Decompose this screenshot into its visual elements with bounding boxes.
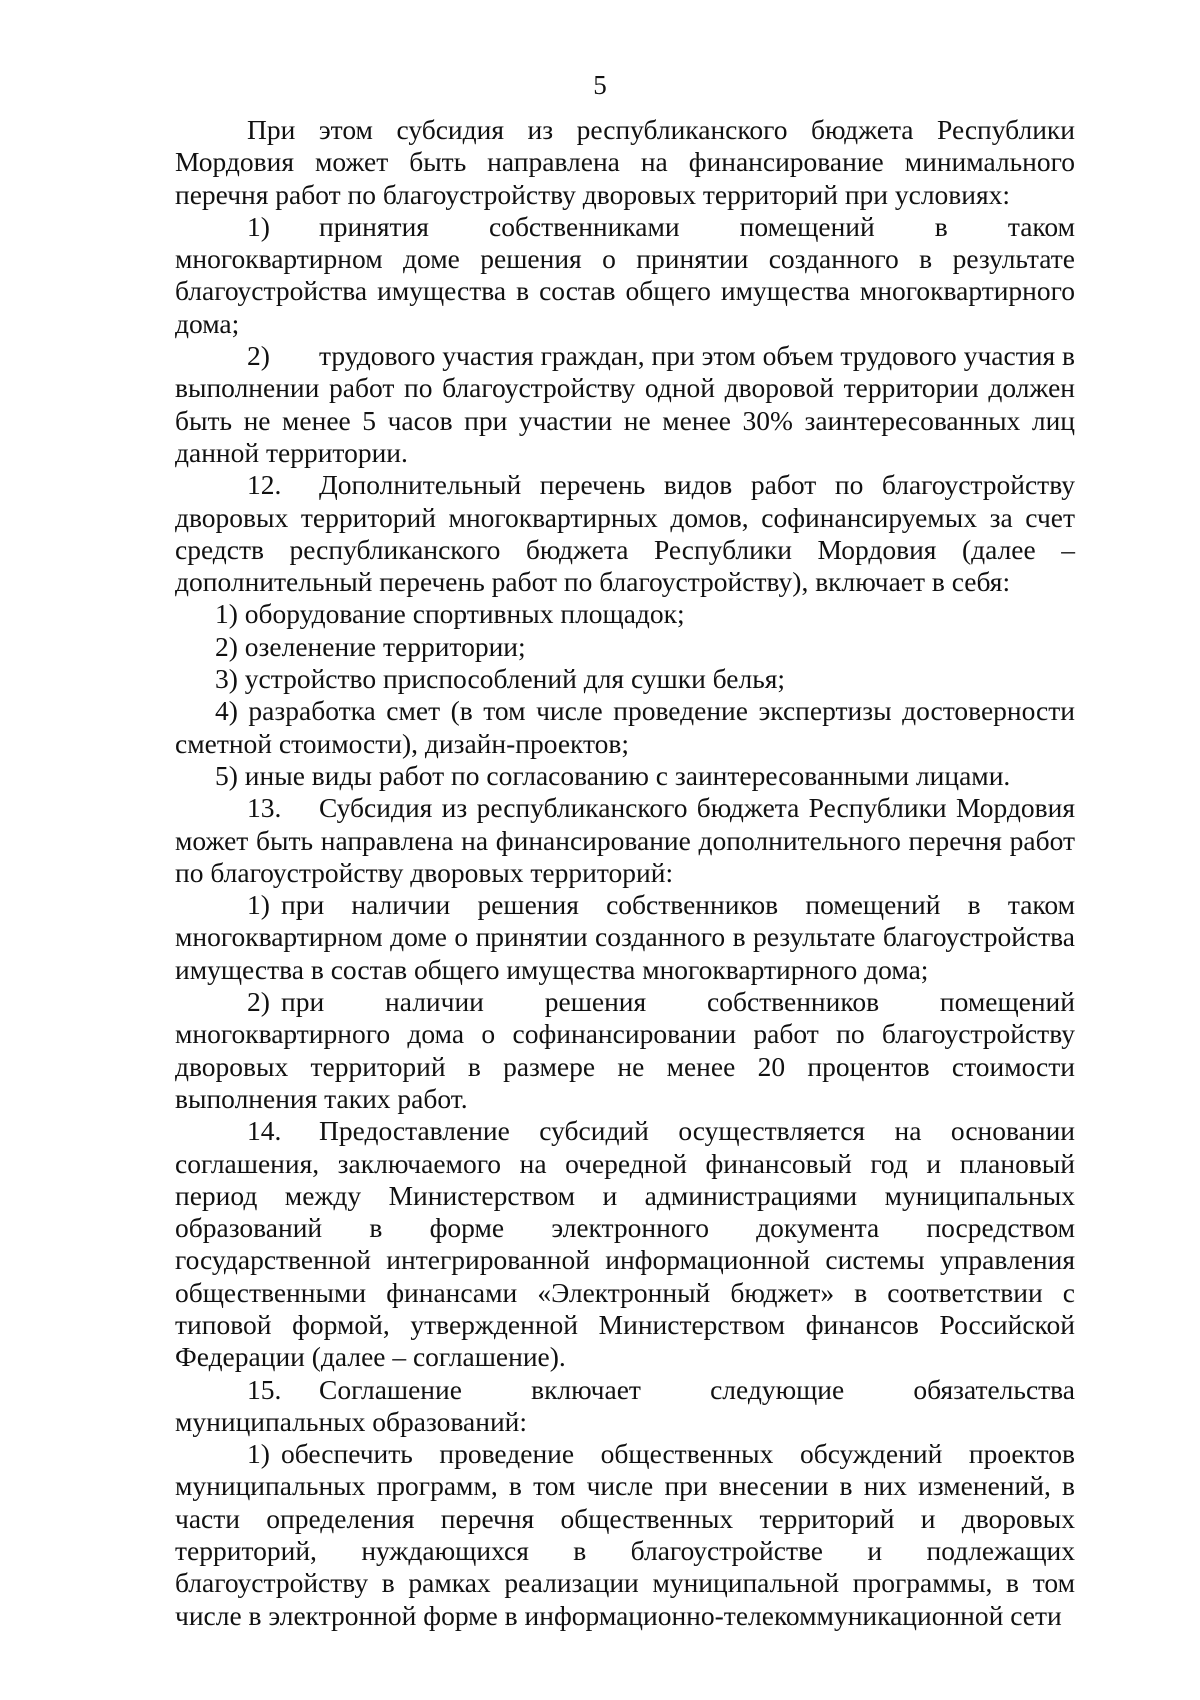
item-number: 2) <box>247 340 270 372</box>
paragraph-subsidy-conditions: При этом субсидия из республиканского бюджета Республики Мордовия может быть направлена на финансирование минимального перечня работ по благоустройству дворовых территорий при условиях: <box>175 114 1075 210</box>
paragraph-section-15 <box>175 1374 1075 1439</box>
paragraph-owners-decision-1 <box>175 889 1075 986</box>
section-number: 14. <box>247 1115 282 1147</box>
list-item-estimates: 4) разработка смет (в том числе проведение экспертизы достоверности сметной стоимости), дизайн-проектов; <box>175 695 1075 759</box>
section-text: Субсидия из республиканского бюджета Республики Мордовия может быть направлена на финансирование дополнительного перечня работ по благоустройству дворовых территорий: <box>175 792 1075 888</box>
paragraph-section-14 <box>175 1115 1075 1373</box>
paragraph-condition-1 <box>175 211 1075 340</box>
section-number: 13. <box>247 792 282 824</box>
item-text: принятия собственниками помещений в таком многоквартирном доме решения о принятии созданного в результате благоустройства имущества в состав общего имущества многоквартирного дома; <box>175 210 1075 339</box>
page-number: 5 <box>593 70 607 100</box>
item-number: 1) <box>247 210 270 242</box>
section-text: Дополнительный перечень видов работ по благоустройству дворовых территорий многоквартирных домов, софинансируемых за счет средств республиканского бюджета Республики Мордовия (далее – дополнительный перечень работ по благоустройству), включает в себя: <box>175 469 1075 598</box>
item-text: при наличии решения собственников помещений в таком многоквартирном доме о принятии созданного в результате благоустройства имущества в состав общего имущества многоквартирного дома; <box>175 889 1075 985</box>
section-number: 15. <box>247 1373 282 1405</box>
list-item-drying-devices: 3) устройство приспособлений для сушки белья; <box>215 663 786 695</box>
section-number: 12. <box>247 469 282 501</box>
item-number: 1) <box>247 1438 270 1470</box>
paragraph-obligation-1 <box>175 1438 1075 1632</box>
item-text: при наличии решения собственников помещений многоквартирного дома о софинансировании работ по благоустройству дворовых территорий в размере не менее 20 процентов стоимости выполнения таких работ. <box>175 986 1075 1114</box>
paragraph-section-12 <box>175 469 1075 598</box>
list-item-sports-grounds: 1) оборудование спортивных площадок; <box>215 598 685 630</box>
list-item-other-works: 5) иные виды работ по согласованию с заинтересованными лицами. <box>215 759 1011 791</box>
item-number: 1) <box>247 889 270 921</box>
section-text: Предоставление субсидий осуществляется на основании соглашения, заключаемого на очередной финансовый год и плановый период между Министерством и администрациями муниципальных образований в форме электронного документа посредством государственной интегрированной информационной системы управления общественными финансами «Электронный бюджет» в соответствии с типовой формой, утвержденной Министерством финансов Российской Федерации (далее – соглашение). <box>175 1115 1075 1373</box>
item-text: обеспечить проведение общественных обсуждений проектов муниципальных программ, в том числе при внесении в них изменений, в части определения перечня общественных территорий и дворовых территорий, нуждающихся в благоустройстве и подлежащих благоустройству в рамках реализации муниципальной программы, в том числе в электронной форме в информационно-телекоммуникационной сети <box>175 1438 1075 1631</box>
item-number: 2) <box>247 986 270 1018</box>
section-text: Соглашение включает следующие обязательства муниципальных образований: <box>175 1373 1075 1437</box>
item-text: трудового участия граждан, при этом объем трудового участия в выполнении работ по благоустройству одной дворовой территории должен быть не менее 5 часов при участии не менее 30% заинтересованных лиц данной территории. <box>175 340 1075 468</box>
paragraph-owners-decision-2 <box>175 986 1075 1115</box>
document-body <box>175 114 1075 1632</box>
paragraph-condition-2 <box>175 340 1075 469</box>
list-item-landscaping: 2) озеленение территории; <box>215 630 526 662</box>
paragraph-section-13 <box>175 792 1075 889</box>
